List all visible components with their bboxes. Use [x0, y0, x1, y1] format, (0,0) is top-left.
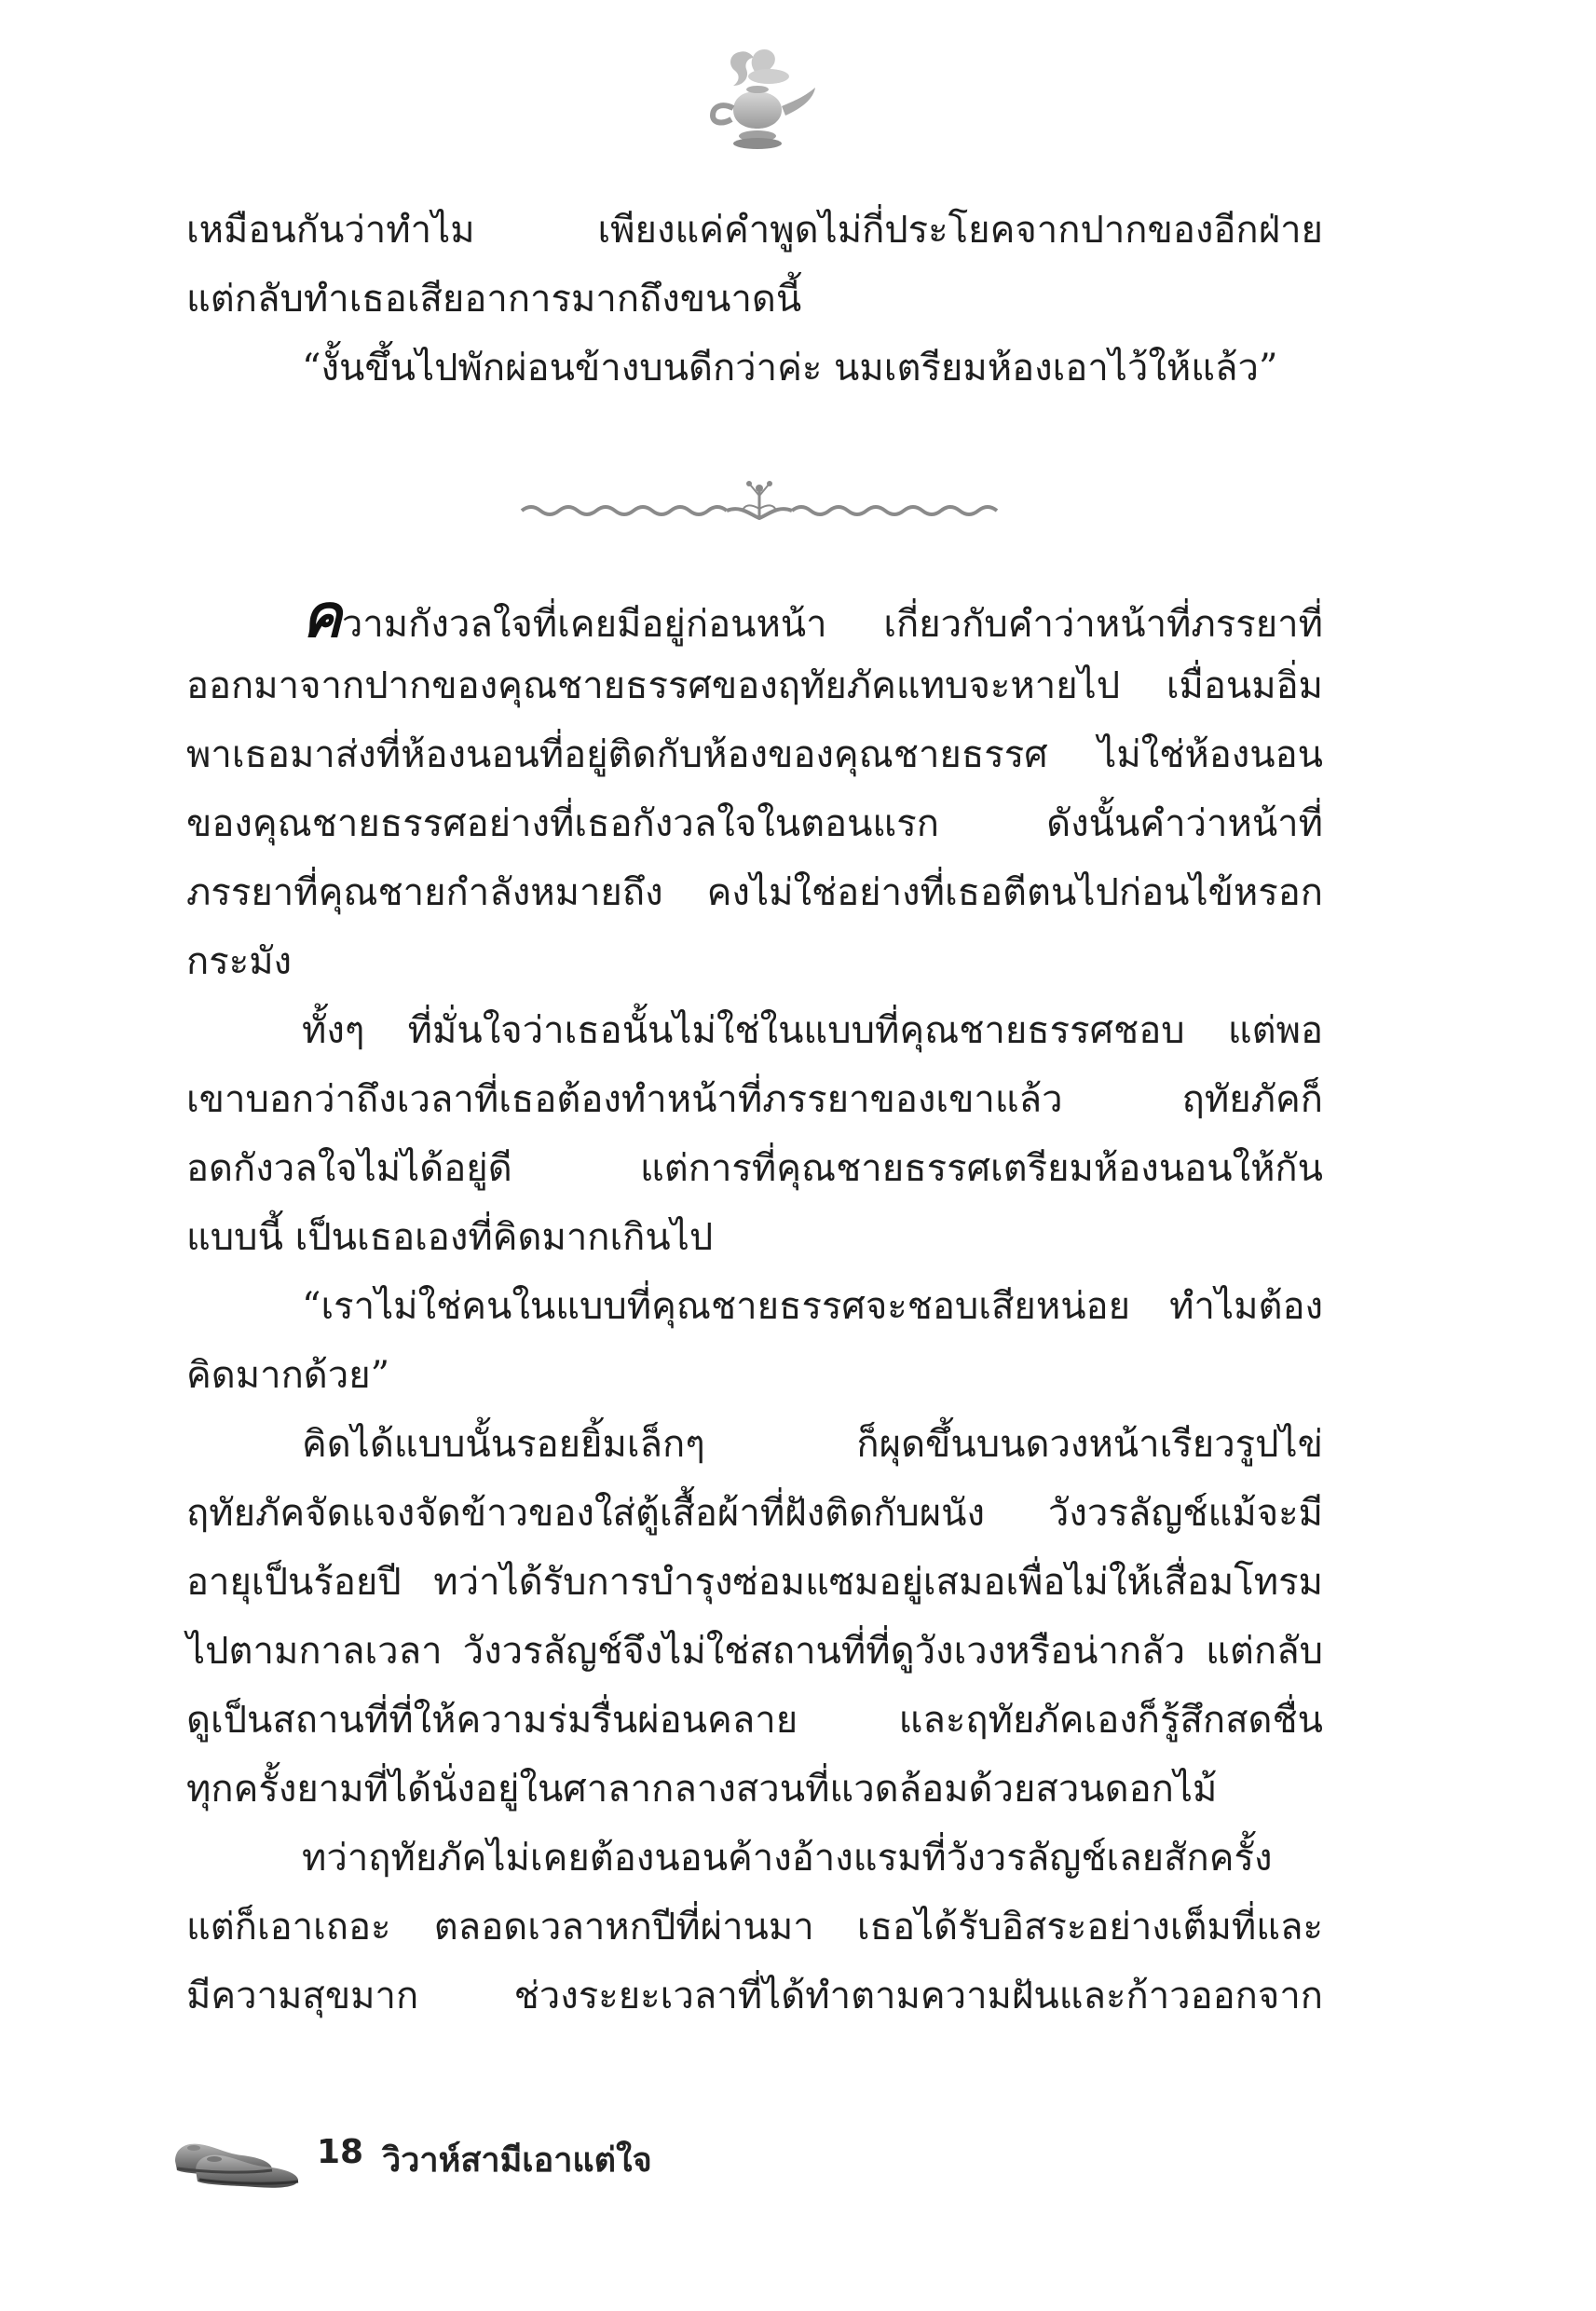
paragraph-line: แต่ก็เอาเถอะ ตลอดเวลาหกปีที่ผ่านมา เธอได้รับอิสระอย่างเต็มที่และ: [186, 1906, 1323, 1949]
paragraph-line: เหมือนกันว่าทำไม เพียงแค่คำพูดไม่กี่ประโยคจากปากของอีกฝ่าย: [186, 209, 1323, 252]
paragraph-line: ดูเป็นสถานที่ที่ให้ความร่มรื่นผ่อนคลาย และฤทัยภัคเองก็รู้สึกสดชื่น: [186, 1699, 1323, 1742]
paragraph-line: มีความสุขมาก ช่วงระยะเวลาที่ได้ทำตามความฝันและก้าวออกจาก: [186, 1975, 1323, 2017]
main-text-section: [186, 582, 1323, 2031]
paragraph-line: ทว่าฤทัยภัคไม่เคยต้องนอนค้างอ้างแรมที่วังวรลัญช์เลยสักครั้ง: [302, 1837, 1273, 1880]
book-title: วิวาห์สามีเอาแต่ใจ: [382, 2141, 652, 2180]
paragraph-line: คิดได้แบบนั้นรอยยิ้มเล็กๆ ก็ผุดขึ้นบนดวงหน้าเรียวรูปไข่: [302, 1423, 1323, 1466]
shoes-icon: [168, 2120, 307, 2195]
magic-lamp-icon: [685, 45, 834, 166]
paragraph-line: แบบนี้ เป็นเธอเองที่คิดมากเกินไป: [186, 1216, 714, 1259]
dialogue-line: “งั้นขึ้นไปพักผ่อนข้างบนดีกว่าค่ะ นมเตรียมห้องเอาไว้ให้แล้ว”: [302, 347, 1278, 390]
top-text-section: [186, 196, 1323, 403]
dialogue-line: “เราไม่ใช่คนในแบบที่คุณชายธรรศจะชอบเสียหน่อย ทำไมต้อง: [302, 1285, 1323, 1328]
drop-cap: ค: [302, 582, 342, 651]
first-line-text: วามกังวลใจที่เคยมีอยู่ก่อนหน้า เกี่ยวกับคำว่าหน้าที่ภรรยาที่: [341, 603, 1323, 646]
paragraph-first-line: [186, 582, 1323, 651]
paragraph-line: อดกังวลใจไม่ได้อยู่ดี แต่การที่คุณชายธรรศเตรียมห้องนอนให้กัน: [186, 1147, 1323, 1190]
paragraph-line: ออกมาจากปากของคุณชายธรรศของฤทัยภัคแทบจะหายไป เมื่อนมอิ่ม: [186, 664, 1323, 707]
paragraph-line: อายุเป็นร้อยปี ทว่าได้รับการบำรุงซ่อมแซมอยู่เสมอเพื่อไม่ให้เสื่อมโทรม: [186, 1561, 1323, 1604]
paragraph-line: ทุกครั้งยามที่ได้นั่งอยู่ในศาลากลางสวนที่แวดล้อมด้วยสวนดอกไม้: [186, 1768, 1218, 1811]
dialogue-line: คิดมากด้วย”: [186, 1354, 390, 1397]
section-divider-ornament: [517, 477, 1002, 533]
page-number: 18: [317, 2133, 364, 2171]
paragraph-line: พาเธอมาส่งที่ห้องนอนที่อยู่ติดกับห้องของคุณชายธรรศ ไม่ใช่ห้องนอน: [186, 733, 1323, 776]
paragraph-line: กระมัง: [186, 940, 293, 983]
paragraph-line: เขาบอกว่าถึงเวลาที่เธอต้องทำหน้าที่ภรรยาของเขาแล้ว ฤทัยภัคก็: [186, 1078, 1323, 1121]
paragraph-line: ไปตามกาลเวลา วังวรลัญช์จึงไม่ใช่สถานที่ที่ดูวังเวงหรือน่ากลัว แต่กลับ: [186, 1630, 1323, 1673]
paragraph-line: แต่กลับทำเธอเสียอาการมากถึงขนาดนี้: [186, 278, 802, 321]
paragraph-line: ของคุณชายธรรศอย่างที่เธอกังวลใจในตอนแรก ดังนั้นคำว่าหน้าที่: [186, 802, 1323, 845]
paragraph-line: ทั้งๆ ที่มั่นใจว่าเธอนั้นไม่ใช่ในแบบที่คุณชายธรรศชอบ แต่พอ: [302, 1009, 1323, 1052]
paragraph-line: ภรรยาที่คุณชายกำลังหมายถึง คงไม่ใช่อย่างที่เธอตีตนไปก่อนไข้หรอก: [186, 871, 1323, 914]
paragraph-line: ฤทัยภัคจัดแจงจัดข้าวของใส่ตู้เสื้อผ้าที่ฝังติดกับผนัง วังวรลัญช์แม้จะมี: [186, 1492, 1323, 1535]
page-footer: [168, 2120, 913, 2195]
